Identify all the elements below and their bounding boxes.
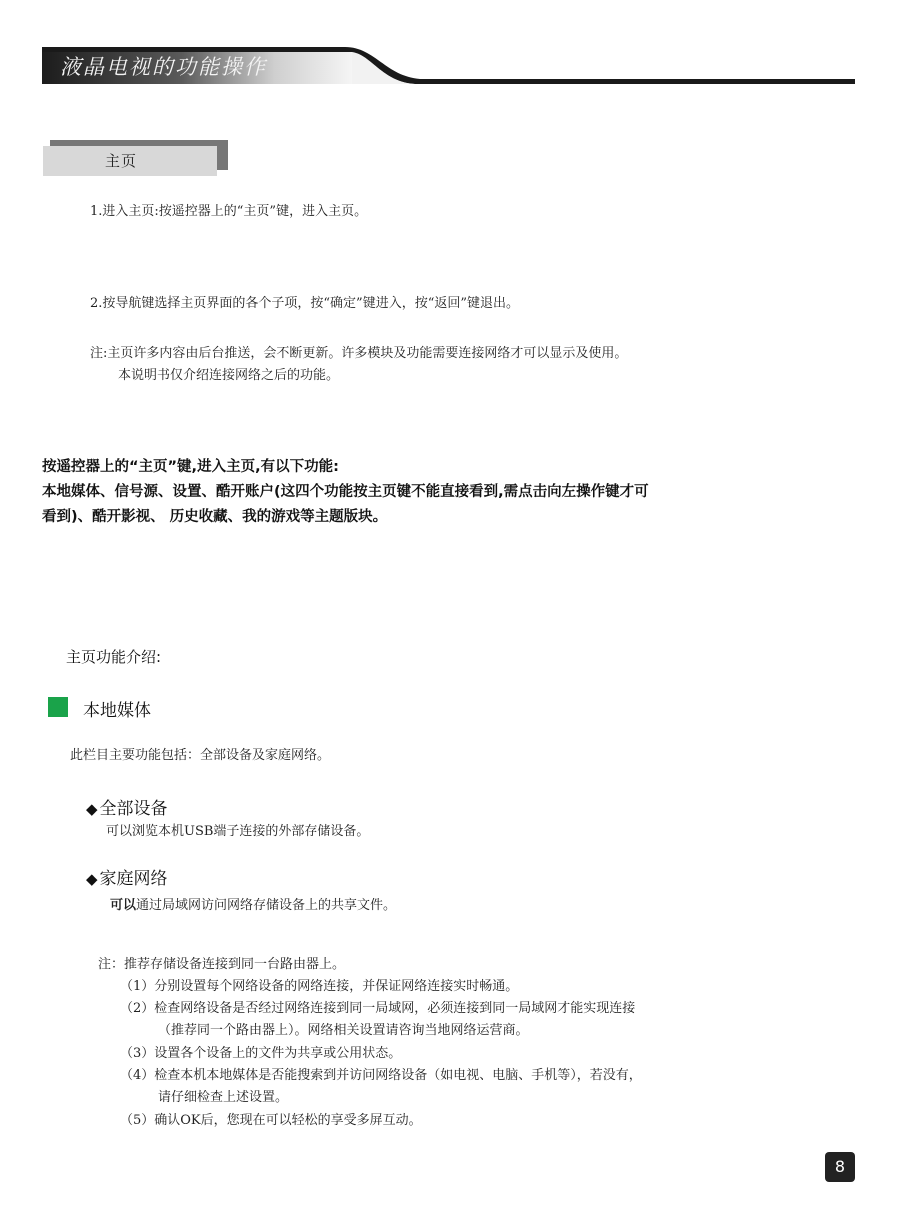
intro-line-2: 本地媒体、信号源、设置、酷开账户(这四个功能按主页键不能直接看到,需点击向左操作键才可 [42, 484, 649, 500]
local-media-title: 本地媒体 [83, 701, 151, 721]
section-tab [43, 146, 217, 176]
note-line-1: 注:主页许多内容由后台推送，会不断更新。许多模块及功能需要连接网络才可以显示及使用。 [90, 346, 628, 361]
notes-item: （推荐同一个路由器上）。网络相关设置请咨询当地网络运营商。 [158, 1023, 529, 1038]
section-tab-label: 主页 [105, 152, 138, 170]
home-network-title [86, 864, 168, 889]
notes-item: 请仔细检查上述设置。 [158, 1090, 289, 1105]
all-devices-title-text: 全部设备 [99, 799, 168, 819]
notes-item: （2）检查网络设备是否经过网络连接到同一局域网，必须连接到同一局域网才能实现连接 [120, 1001, 636, 1016]
notes-title: 注：推荐存储设备连接到同一台路由器上。 [98, 957, 346, 972]
home-network-desc-bold: 可以 [110, 898, 137, 913]
notes-item: （1）分别设置每个网络设备的网络连接，并保证网络连接实时畅通。 [120, 979, 519, 994]
diamond-bullet-icon: ◆ [86, 870, 98, 888]
notes-item: （4）检查本机本地媒体是否能搜索到并访问网络设备（如电视、电脑、手机等），若没有， [120, 1068, 642, 1083]
home-network-title-text: 家庭网络 [99, 869, 168, 889]
note-line-2: 本说明书仅介绍连接网络之后的功能。 [118, 368, 340, 383]
home-network-desc [110, 895, 396, 917]
notes-item: （5）确认OK后，您现在可以轻松的享受多屏互动。 [120, 1113, 422, 1128]
green-square-icon [48, 697, 68, 717]
step-2: 2.按导航键选择主页界面的各个子项，按“确定”键进入，按“返回”键退出。 [90, 296, 519, 311]
intro-line-3: 看到)、酷开影视、 历史收藏、我的游戏等主题版块。 [42, 509, 388, 525]
local-media-desc: 此栏目主要功能包括：全部设备及家庭网络。 [70, 748, 331, 763]
header-banner [0, 0, 898, 100]
header-title: 液晶电视的功能操作 [60, 55, 267, 79]
intro-line-1: 按遥控器上的“主页”键,进入主页,有以下功能: [42, 459, 339, 475]
all-devices-desc: 可以浏览本机USB端子连接的外部存储设备。 [106, 824, 370, 839]
all-devices-title [86, 794, 168, 819]
features-heading: 主页功能介绍: [66, 648, 162, 666]
home-network-desc-text: 通过局域网访问网络存储设备上的共享文件。 [136, 898, 397, 913]
diamond-bullet-icon: ◆ [86, 800, 98, 818]
step-1: 1.进入主页:按遥控器上的“主页”键，进入主页。 [90, 204, 368, 219]
notes-item: （3）设置各个设备上的文件为共享或公用状态。 [120, 1046, 402, 1061]
page-number: 8 [825, 1152, 855, 1182]
